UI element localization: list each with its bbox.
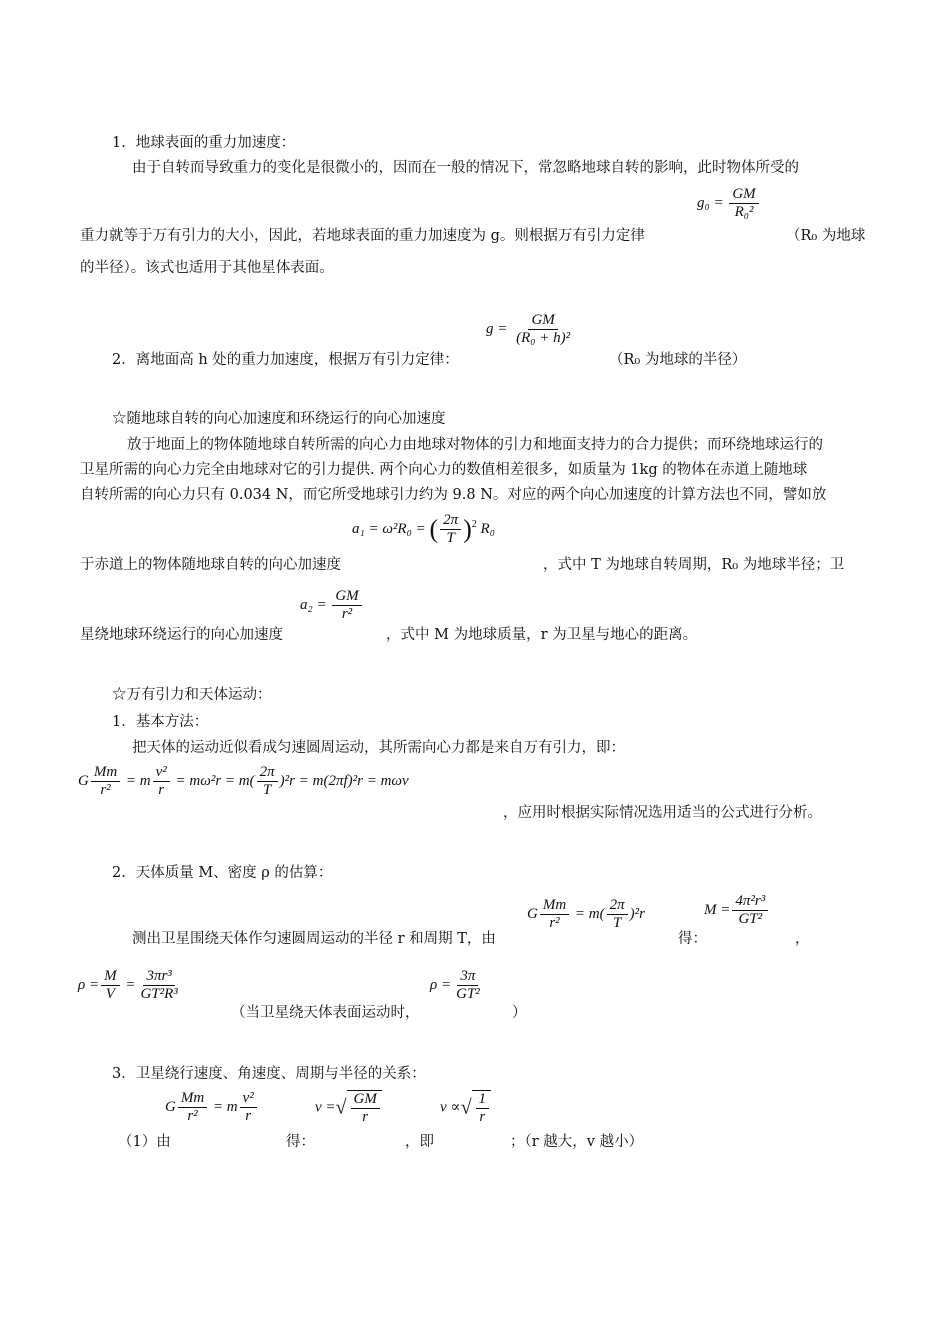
section4-heading: ☆万有引力和天体运动： [112,687,272,703]
formula-M: M = $\frac{\text{4π²r³}}{\text{GT²}}$ [704,893,770,928]
section2-note: （R₀ 为地球的半径） [609,352,747,368]
section2-title: 2．离地面高 h 处的重力加速度，根据万有引力定律： [112,352,459,368]
formula-orbit: G $\frac{Mm}{\text{r²}}$ = m $\frac{\text{v²}}{r}$ [165,1090,259,1125]
section3-paragraph-5-tail: ，式中 M 为地球质量，r 为卫星与地心的距离。 [386,627,698,643]
section5-title: 2．天体质量 M、密度 ρ 的估算： [112,865,333,881]
section4-paragraph: 把天体的运动近似看成匀速圆周运动，其所需向心力都是来自万有引力，即： [132,740,625,756]
section3-paragraph-3: 自转所需的向心力只有 0.034 N，而它所受地球引力约为 9.8 N。对应的两个向心加速度的计算方法也不同，譬如放 [80,487,827,503]
section3-paragraph-2: 卫星所需的向心力完全由地球对它的引力提供. 两个向心力的数值相差很多，如质量为 1kg 的物体在赤道上随地球 [80,462,808,478]
section4-subtitle: 1．基本方法： [112,714,209,730]
section5-de: 得： [678,931,707,947]
formula-g-height: g = $\frac{GM}{\text{(R₀ + h)²}}$ [486,312,571,346]
formula-v: v =√ $\frac{GM}{r}$ [315,1090,382,1126]
section3-heading: ☆随地球自转的向心加速度和环绕运行的向心加速度 [112,411,446,427]
section5-note-end: ） [512,1005,527,1021]
section5-paragraph: 测出卫星围绕天体作匀速圆周运动的半径 r 和周期 T，由 [132,931,496,947]
section5-comma: ， [795,931,810,947]
formula-basic-method: G $\frac{Mm}{\text{r²}}$ = m $\frac{\text{v²}}{r}$ = mω²r = m( $\frac{2\pi}{T}$ )²r = m(2πf)²r = mωv [78,764,409,798]
section3-paragraph-5: 星绕地球环绕运行的向心加速度 [80,627,283,643]
section3-paragraph-4-tail: ，式中 T 为地球自转周期，R₀ 为地球半径；卫 [543,557,845,573]
formula-a2: a₂ = $\frac{GM}{\text{r²}}$ [300,588,364,623]
section3-paragraph-1: 放于地面上的物体随地球自转所需的向心力由地球对物体的引力和地面支持力的合力提供；而环绕地球运行的 [127,437,823,453]
section1-paragraph: 由于自转而导致重力的变化是很微小的，因而在一般的情况下，常忽略地球自转的影响，此时物体所受的 [132,160,799,176]
formula-g0: g₀ = $\frac{GM}{\text{R₀²}}$ [697,186,761,221]
section1-paragraph-2: 重力就等于万有引力的大小，因此，若地球表面的重力加速度为 g。则根据万有引力定律 [80,228,645,244]
section4-paragraph-tail: ，应用时根据实际情况选用适当的公式进行分析。 [503,805,822,821]
section6-title: 3．卫星绕行速度、角速度、周期与半径的关系： [112,1066,426,1082]
section1-title: 1．地球表面的重力加速度： [112,135,296,151]
formula-a1: a₁ = ω²R₀ = ( $\frac{2\pi}{T}$ )$^2$ R₀ [352,512,495,546]
formula-rho: ρ = $\frac{M}{V}$ = $\frac{\text{3πr³}}{\text{GT²R³}}$ [78,968,178,1002]
section6-p1-b: 得： [286,1134,315,1150]
section6-p1-a: （1）由 [118,1134,171,1150]
section3-paragraph-4: 于赤道上的物体随地球自转的向心加速度 [80,557,341,573]
formula-rho-surface: ρ = $\frac{3\pi}{\text{GT²}}$ [430,968,480,1002]
section6-p1-c: ，即 [405,1134,434,1150]
section5-note: （当卫星绕天体表面运动时， [231,1005,420,1021]
section1-paragraph-3: 的半径）。该式也适用于其他星体表面。 [80,260,334,276]
section6-p1-d: ；（r 越大，v 越小） [510,1134,644,1150]
formula-v-prop: v ∝√ $\frac{1}{r}$ [440,1090,491,1126]
formula-eq-mass: G $\frac{Mm}{\text{r²}}$ = m( $\frac{2\pi}{T}$ )²r [527,897,645,931]
section1-note: （R₀ 为地球 [786,228,866,244]
